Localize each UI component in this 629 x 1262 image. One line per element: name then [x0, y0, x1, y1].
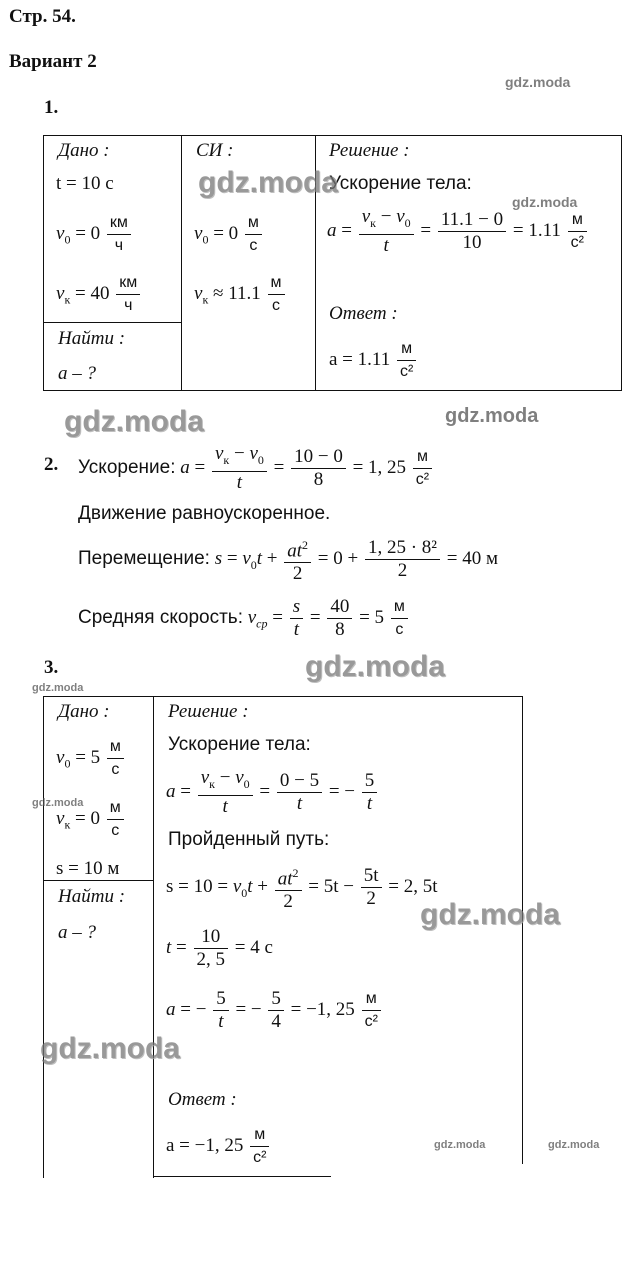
- task1-si-vk: $v_к \approx 11.1$ $\frac{м}{с}$: [194, 272, 287, 317]
- task1-find-label: Найти :: [58, 328, 126, 349]
- page-header: Стр. 54.: [9, 6, 76, 27]
- task3-given-label: Дано :: [58, 701, 110, 722]
- task1-given-v0: $v_0 = 0$ $\frac{км}{ч}$: [56, 212, 133, 257]
- task1-given-label: Дано :: [58, 140, 110, 161]
- task3-path-formula: $s = 10 = v_0t$ + $\frac{at^2}{2}$ = 5t − $\frac{5t}{2}$ = 2, 5t: [166, 862, 438, 913]
- watermark: gdz.moda: [434, 1139, 486, 1151]
- task1-solution-label: Решение :: [329, 140, 410, 161]
- watermark: gdz.moda: [445, 405, 539, 427]
- variant-title: Вариант 2: [9, 51, 97, 72]
- watermark: gdz.moda: [198, 166, 338, 199]
- watermark: gdz.moda: [64, 405, 204, 438]
- task3-accel-formula: a = $\frac{v_к - v_0}{t}$ = $\frac{0 - 5}{t}$ = − $\frac{5}{t}$: [166, 767, 379, 818]
- task3-accel-result: a = − $\frac{5}{t}$ = − $\frac{5}{4}$ = −1, 25 $\frac{м}{\text{с²}}$: [166, 988, 383, 1033]
- task1-given-vk: $v_к = 40$ $\frac{км}{ч}$: [56, 272, 142, 317]
- task2-avg-speed: Средняя скорость: $v_{ср}$ = $\frac{s}{t}$ = $\frac{40}{8}$ = 5 $\frac{м}{с}$: [78, 596, 410, 641]
- task1-sol-formula: a = $\frac{v_к - v_0}{t}$ = $\frac{11.1 - 0}{10}$ = 1.11 $\frac{м}{\text{с²}}$: [327, 206, 589, 257]
- task3-solution-label: Решение :: [168, 701, 249, 722]
- task1-si-v0: $v_0 = 0$ $\frac{м}{с}$: [194, 212, 264, 257]
- task3-given-s: s = 10 м: [56, 858, 120, 879]
- task3-number: 3.: [44, 657, 59, 678]
- task3-sol-text2: Пройденный путь:: [168, 829, 330, 850]
- watermark: gdz.moda: [548, 1139, 600, 1151]
- task2-number: 2.: [44, 454, 59, 475]
- task1-sol-text: Ускорение тела:: [329, 173, 472, 194]
- task2-motion-text: Движение равноускоренное.: [78, 503, 331, 524]
- task1-find-value: a – ?: [58, 363, 96, 384]
- task2-displacement: Перемещение: $s = v_0t$ + $\frac{at^2}{2}$ = 0 + $\frac{\text{1, 25 · 8²}}{2}$ = 40 м: [78, 534, 498, 585]
- watermark: gdz.moda: [505, 74, 571, 90]
- task1-given-t: t = 10 с: [56, 173, 114, 194]
- task3-answer-value: a = −1, 25 $\frac{м}{\text{с²}}$: [166, 1124, 271, 1169]
- watermark: gdz.moda: [512, 194, 578, 210]
- task3-time-formula: t = $\frac{10}{2, 5}$ = 4 с: [166, 926, 273, 970]
- task3-given-vk: $v_к = 0$ $\frac{м}{с}$: [56, 797, 126, 842]
- watermark: gdz.moda: [32, 682, 84, 694]
- task1-number: 1.: [44, 97, 59, 118]
- task3-given-v0: $v_0 = 5$ $\frac{м}{с}$: [56, 736, 126, 781]
- task1-si-label: СИ :: [196, 140, 234, 161]
- task3-sol-text1: Ускорение тела:: [168, 734, 311, 755]
- task3-answer-label: Ответ :: [168, 1089, 237, 1110]
- task3-find-value: a – ?: [58, 922, 96, 943]
- watermark: gdz.moda: [305, 650, 445, 683]
- task2-accel: Ускорение: a = $\frac{v_к - v_0}{t}$ = $\frac{10 - 0}{8}$ = 1, 25 $\frac{м}{\text{с²}}$: [78, 443, 434, 494]
- watermark: gdz.moda: [32, 797, 84, 809]
- watermark: gdz.moda: [40, 1032, 180, 1065]
- task3-find-label: Найти :: [58, 886, 126, 907]
- task1-answer-value: a = 1.11 $\frac{м}{\text{с²}}$: [329, 338, 418, 383]
- watermark: gdz.moda: [420, 898, 560, 931]
- task1-answer-label: Ответ :: [329, 303, 398, 324]
